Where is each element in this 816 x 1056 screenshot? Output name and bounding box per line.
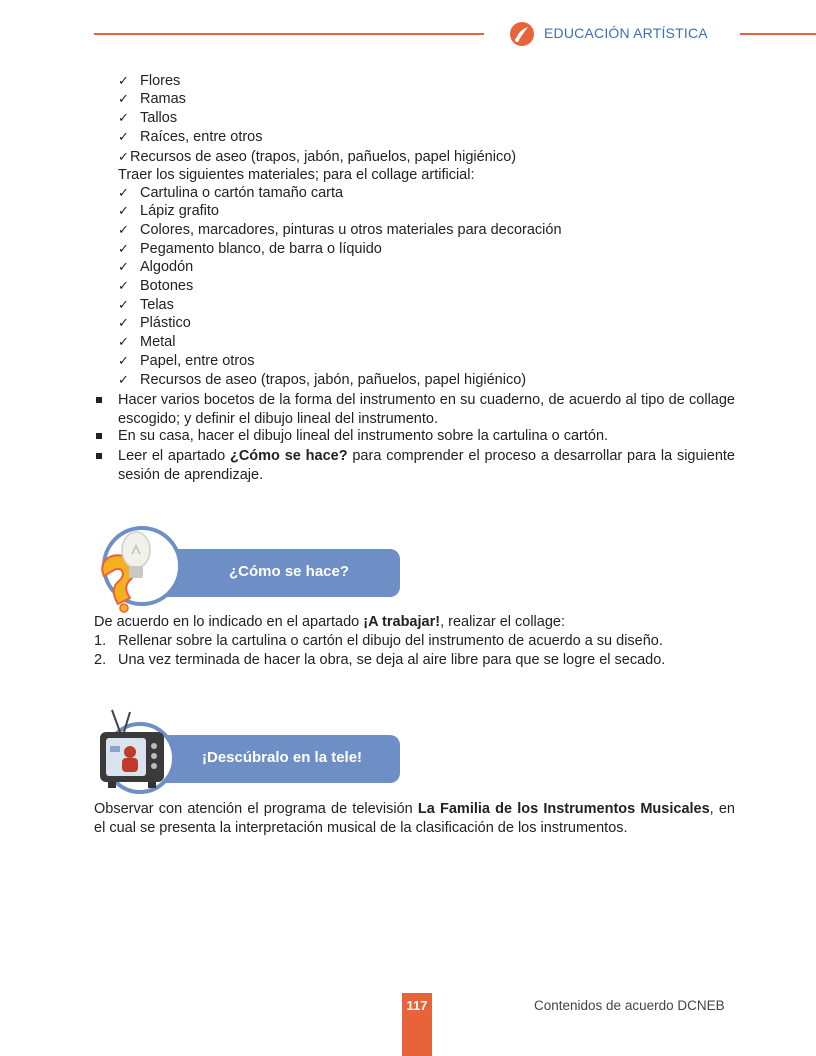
brush-logo-icon	[509, 21, 535, 47]
check-icon: ✓	[118, 203, 129, 218]
list-item: Pegamento blanco, de barra o líquido	[140, 241, 382, 257]
list-item: Tallos	[140, 110, 178, 126]
check-icon: ✓	[118, 222, 129, 237]
list-item: Cartulina o cartón tamaño carta	[140, 185, 344, 201]
television-icon	[94, 708, 174, 794]
list-item: Algodón	[140, 259, 194, 275]
bullet-icon	[96, 433, 102, 439]
check-icon: ✓	[118, 241, 129, 256]
check-icon: ✓	[118, 185, 129, 200]
step-number: 2.	[94, 652, 107, 668]
check-icon: ✓	[118, 73, 129, 88]
check-icon: ✓	[118, 297, 129, 312]
subject-title: EDUCACIÓN ARTÍSTICA	[544, 25, 708, 41]
section2-text: Observar con atención el programa de televisión La Familia de los Instrumentos Musicales, en el cual se presenta la interpretación musical de la clasificación de los instrumentos.	[94, 801, 735, 836]
bullet-icon	[96, 397, 102, 403]
bullet-text: Leer el apartado ¿Cómo se hace? para comprender el proceso a desarrollar para la siguiente sesión de aprendizaje.	[118, 448, 735, 483]
list-item: Ramas	[140, 91, 186, 107]
step-text: Rellenar sobre la cartulina o cartón el dibujo del instrumento de acuerdo a su diseño.	[118, 633, 663, 649]
bullet-text: Hacer varios bocetos de la forma del instrumento en su cuaderno, de acuerdo al tipo de collage escogido; y definir el dibujo lineal del instrumento.	[118, 392, 735, 427]
check-icon: ✓	[118, 315, 129, 330]
list-item: Plástico	[140, 315, 191, 331]
bullet-text: En su casa, hacer el dibujo lineal del instrumento sobre la cartulina o cartón.	[118, 428, 609, 444]
check-icon: ✓	[118, 353, 129, 368]
list-item: Recursos de aseo (trapos, jabón, pañuelos, papel higiénico)	[130, 149, 517, 165]
check-icon: ✓	[118, 259, 129, 274]
bullet-icon	[96, 453, 102, 459]
artificial-intro: Traer los siguientes materiales; para el collage artificial:	[118, 167, 475, 183]
check-icon: ✓	[118, 372, 129, 387]
list-item: Telas	[140, 297, 174, 313]
check-icon: ✓	[118, 149, 129, 164]
banner-title: ¿Cómo se hace?	[229, 563, 350, 580]
list-item: Colores, marcadores, pinturas u otros materiales para decoración	[140, 222, 562, 238]
header-rule-right	[740, 33, 816, 35]
check-icon: ✓	[118, 278, 129, 293]
list-item: Papel, entre otros	[140, 353, 255, 369]
page-number: 117	[406, 998, 428, 1013]
list-item: Raíces, entre otros	[140, 129, 263, 145]
header-rule-left	[94, 33, 484, 35]
list-item: Recursos de aseo (trapos, jabón, pañuelos, papel higiénico)	[140, 372, 527, 388]
footer-text: Contenidos de acuerdo DCNEB	[534, 998, 725, 1013]
section1-intro: De acuerdo en lo indicado en el apartado ¡A trabajar!, realizar el collage:	[94, 614, 565, 630]
step-number: 1.	[94, 633, 107, 649]
check-icon: ✓	[118, 110, 129, 125]
list-item: Lápiz grafito	[140, 203, 219, 219]
list-item: Metal	[140, 334, 176, 350]
check-icon: ✓	[118, 334, 129, 349]
lightbulb-question-icon	[90, 524, 182, 614]
list-item: Flores	[140, 73, 181, 89]
step-text: Una vez terminada de hacer la obra, se deja al aire libre para que se logre el secado.	[118, 652, 666, 668]
check-icon: ✓	[118, 129, 129, 144]
check-icon: ✓	[118, 91, 129, 106]
banner-title: ¡Descúbralo en la tele!	[202, 749, 363, 766]
list-item: Botones	[140, 278, 194, 294]
